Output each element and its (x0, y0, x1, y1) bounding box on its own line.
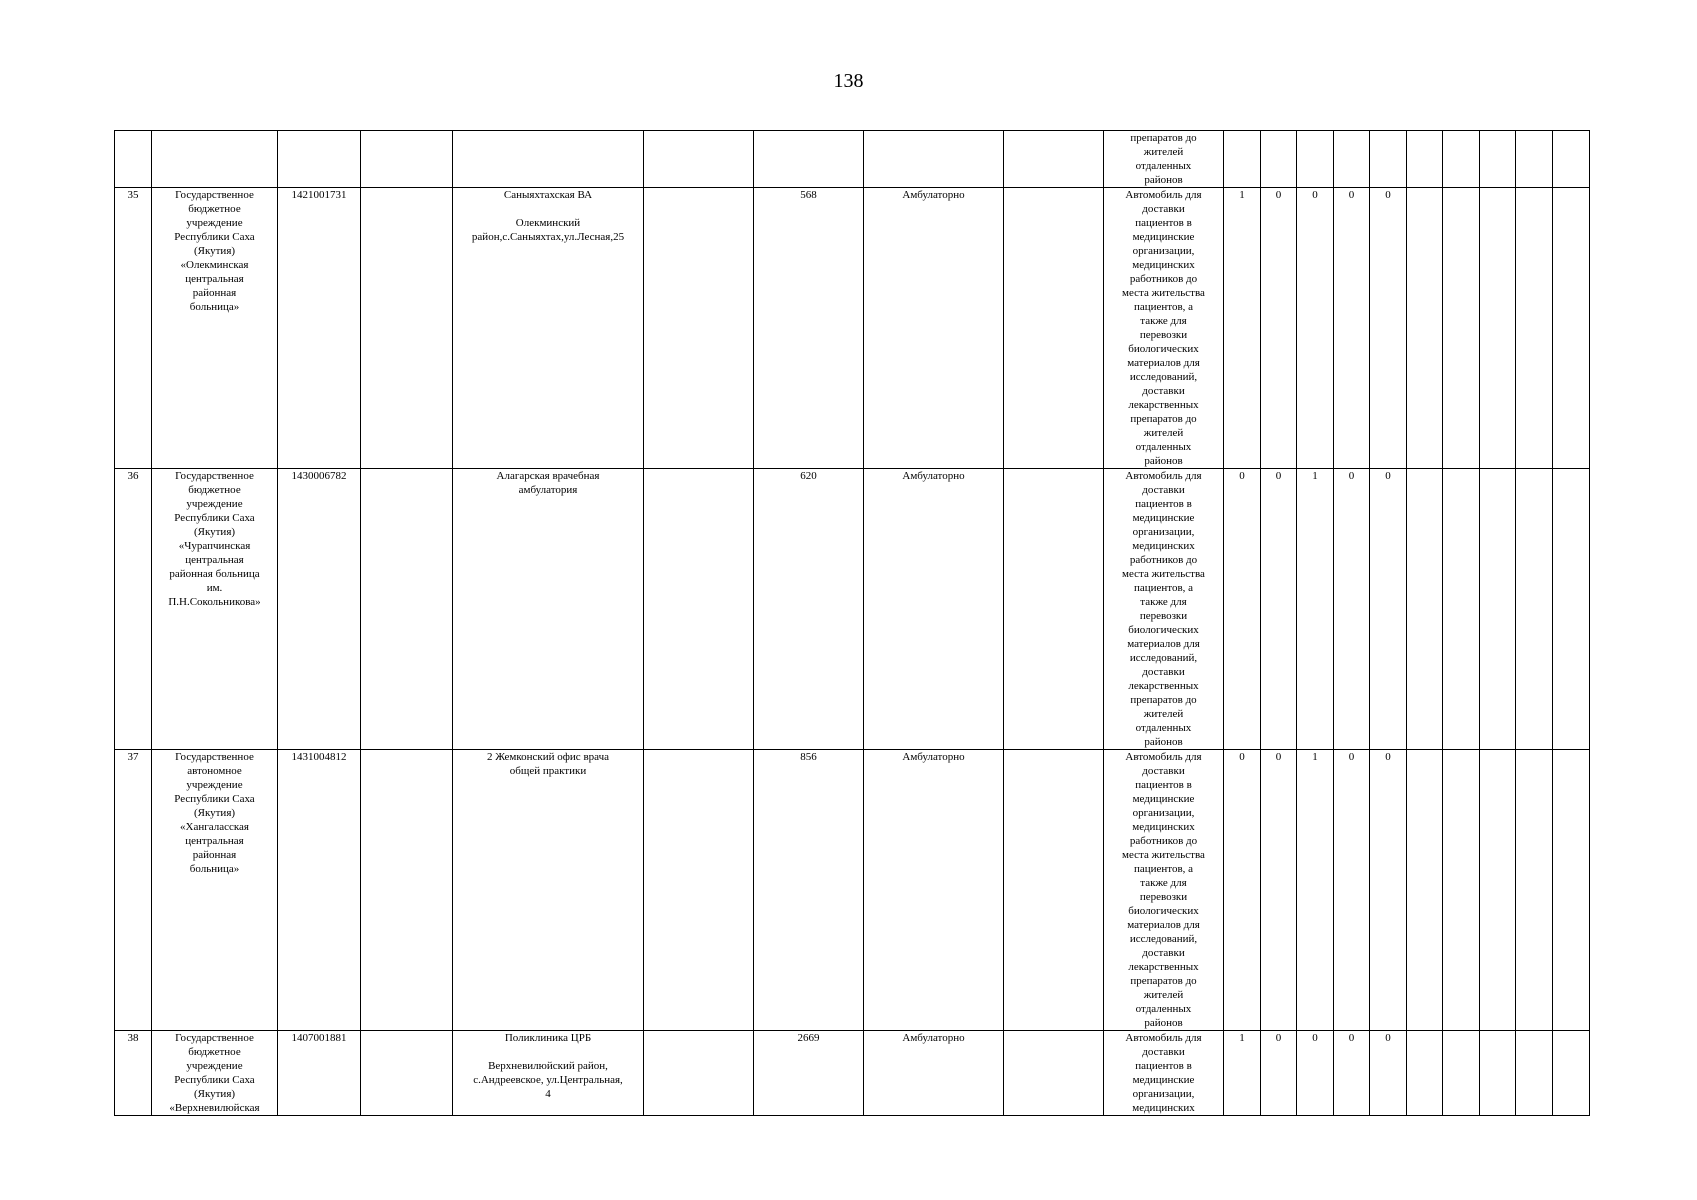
inn-cell: 1430006782 (278, 469, 361, 750)
row-number: 38 (115, 1031, 152, 1116)
table-row (115, 131, 1590, 188)
purpose-cell: Автомобиль для доставки пациентов в медицинские организации, медицинских (1104, 1031, 1224, 1116)
table-row (115, 469, 1590, 750)
purpose-cell: Автомобиль для доставки пациентов в медицинские организации, медицинских работников до места жительства пациентов, а также для перевозки биологических материалов для исследований, доставки лекарственных препаратов до жителей отдаленных районов (1104, 188, 1224, 469)
count-cell: 1 (1297, 469, 1334, 750)
population-cell: 568 (754, 188, 864, 469)
facility-cell: Саныяхтахская ВА Олекминский район,с.Саныяхтах,ул.Лесная,25 (453, 188, 644, 469)
row-number: 36 (115, 469, 152, 750)
care-type-cell: Амбулаторно (864, 469, 1004, 750)
count-cell: 0 (1261, 1031, 1297, 1116)
facility-cell: Алагарская врачебная амбулатория (453, 469, 644, 750)
count-cell: 0 (1261, 469, 1297, 750)
care-type-cell: Амбулаторно (864, 750, 1004, 1031)
care-type-cell: Амбулаторно (864, 188, 1004, 469)
table-row (115, 750, 1590, 1031)
row-number: 37 (115, 750, 152, 1031)
count-cell: 1 (1224, 188, 1261, 469)
count-cell: 0 (1297, 1031, 1334, 1116)
organization-cell: Государственное бюджетное учреждение Республики Саха (Якутия) «Чурапчинская центральная районная больница им. П.Н.Сокольникова» (152, 469, 278, 750)
count-cell: 1 (1297, 750, 1334, 1031)
purpose-cell: препаратов до жителей отдаленных районов (1104, 131, 1224, 188)
population-cell: 620 (754, 469, 864, 750)
count-cell: 0 (1261, 188, 1297, 469)
count-cell: 0 (1297, 188, 1334, 469)
facility-cell: 2 Жемконский офис врача общей практики (453, 750, 644, 1031)
count-cell: 0 (1370, 469, 1407, 750)
count-cell: 0 (1334, 1031, 1370, 1116)
organization-cell: Государственное бюджетное учреждение Республики Саха (Якутия) «Верхневилюйская (152, 1031, 278, 1116)
purpose-cell: Автомобиль для доставки пациентов в медицинские организации, медицинских работников до места жительства пациентов, а также для перевозки биологических материалов для исследований, доставки лекарственных препаратов до жителей отдаленных районов (1104, 469, 1224, 750)
organization-cell: Государственное автономное учреждение Республики Саха (Якутия) «Хангаласская центральная районная больница» (152, 750, 278, 1031)
page-number: 138 (833, 70, 864, 92)
count-cell: 0 (1224, 469, 1261, 750)
count-cell: 0 (1224, 750, 1261, 1031)
table-row (115, 188, 1590, 469)
count-cell: 1 (1224, 1031, 1261, 1116)
count-cell: 0 (1370, 750, 1407, 1031)
care-type-cell: Амбулаторно (864, 1031, 1004, 1116)
count-cell: 0 (1334, 188, 1370, 469)
purpose-cell: Автомобиль для доставки пациентов в медицинские организации, медицинских работников до места жительства пациентов, а также для перевозки биологических материалов для исследований, доставки лекарственных препаратов до жителей отдаленных районов (1104, 750, 1224, 1031)
table-row (115, 1031, 1590, 1116)
inn-cell: 1431004812 (278, 750, 361, 1031)
population-cell: 2669 (754, 1031, 864, 1116)
count-cell: 0 (1334, 469, 1370, 750)
population-cell: 856 (754, 750, 864, 1031)
organization-cell: Государственное бюджетное учреждение Республики Саха (Якутия) «Олекминская центральная районная больница» (152, 188, 278, 469)
count-cell: 0 (1370, 188, 1407, 469)
count-cell: 0 (1370, 1031, 1407, 1116)
inn-cell: 1407001881 (278, 1031, 361, 1116)
count-cell: 0 (1261, 750, 1297, 1031)
registry-table (114, 130, 1590, 1116)
row-number: 35 (115, 188, 152, 469)
facility-cell: Поликлиника ЦРБ Верхневилюйский район, с.Андреевское, ул.Центральная, 4 (453, 1031, 644, 1116)
count-cell: 0 (1334, 750, 1370, 1031)
inn-cell: 1421001731 (278, 188, 361, 469)
